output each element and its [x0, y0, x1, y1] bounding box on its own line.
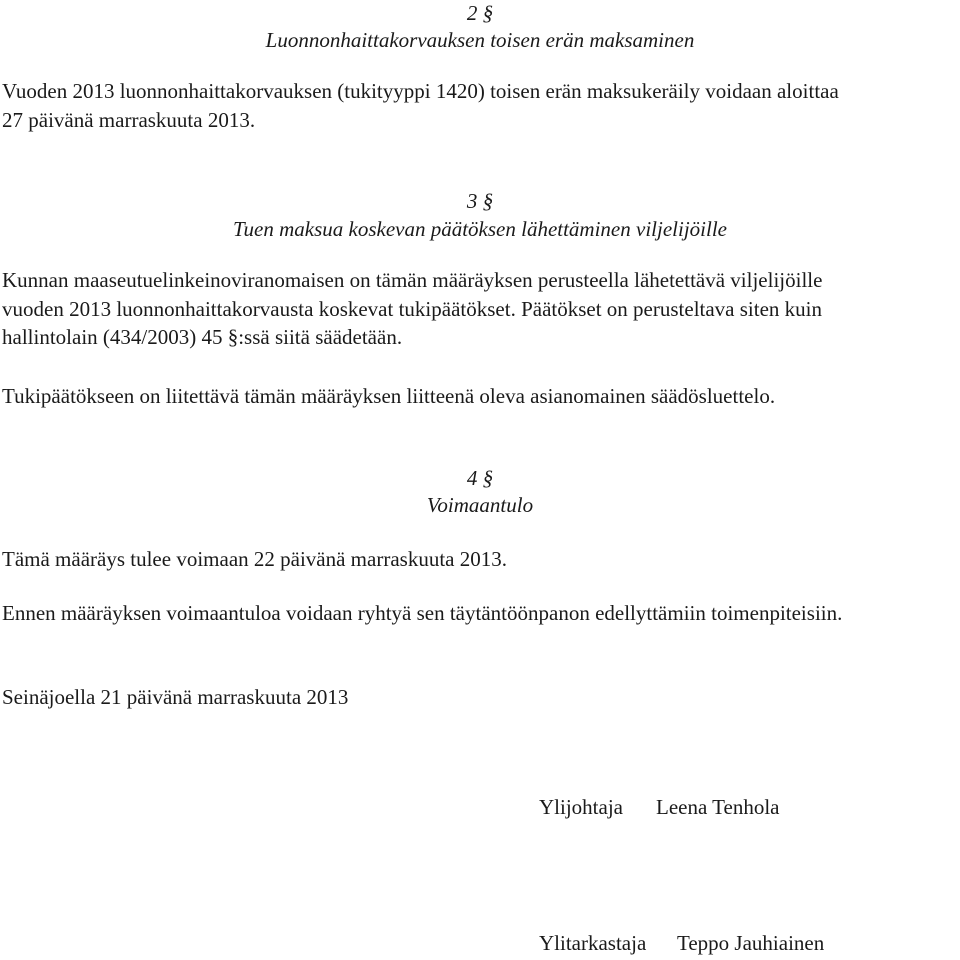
paragraph-line: vuoden 2013 luonnonhaittakorvausta koskevat tukipäätökset. Päätökset on perusteltava siten kuin — [2, 296, 822, 321]
paragraph-line: Kunnan maaseutuelinkeinoviranomaisen on tämän määräyksen perusteella lähetettävä viljelijöille — [2, 268, 823, 292]
paragraph-line: hallintolain (434/2003) 45 §:ssä siitä säädetään. — [2, 325, 403, 349]
paragraph-line: 27 päivänä marraskuuta 2013. — [2, 107, 256, 132]
paragraph-line: Vuoden 2013 luonnonhaittakorvauksen (tukityyppi 1420) toisen erän maksukeräily voidaan aloittaa — [2, 79, 839, 103]
section-2-paragraph — [2, 77, 960, 134]
section-3-number: 3 § — [466, 189, 494, 213]
section-4-number: 4 § — [466, 466, 494, 490]
section-3-paragraph-2: Tukipäätökseen on liitettävä tämän määräyksen liitteenä oleva asianomainen säädösluettelo. — [2, 384, 776, 408]
section-3-paragraph-1 — [2, 266, 960, 352]
section-3-title: Tuen maksua koskevan päätöksen lähettäminen viljelijöille — [233, 217, 727, 241]
signature-1-title: Ylijohtaja — [539, 795, 623, 819]
signature-2-name: Teppo Jauhiainen — [677, 931, 825, 955]
section-4-paragraph-2: Ennen määräyksen voimaantuloa voidaan ryhtyä sen täytäntöönpanon edellyttämiin toimenpiteisiin. — [2, 601, 843, 625]
signature-1-name: Leena Tenhola — [656, 795, 780, 819]
section-4-title: Voimaantulo — [426, 493, 534, 517]
signature-2-title: Ylitarkastaja — [539, 931, 647, 955]
section-2-number: 2 § — [466, 1, 494, 25]
section-2-title: Luonnonhaittakorvauksen toisen erän maksaminen — [265, 28, 695, 52]
section-4-paragraph-1: Tämä määräys tulee voimaan 22 päivänä marraskuuta 2013. — [2, 547, 507, 571]
place-date: Seinäjoella 21 päivänä marraskuuta 2013 — [2, 685, 349, 709]
